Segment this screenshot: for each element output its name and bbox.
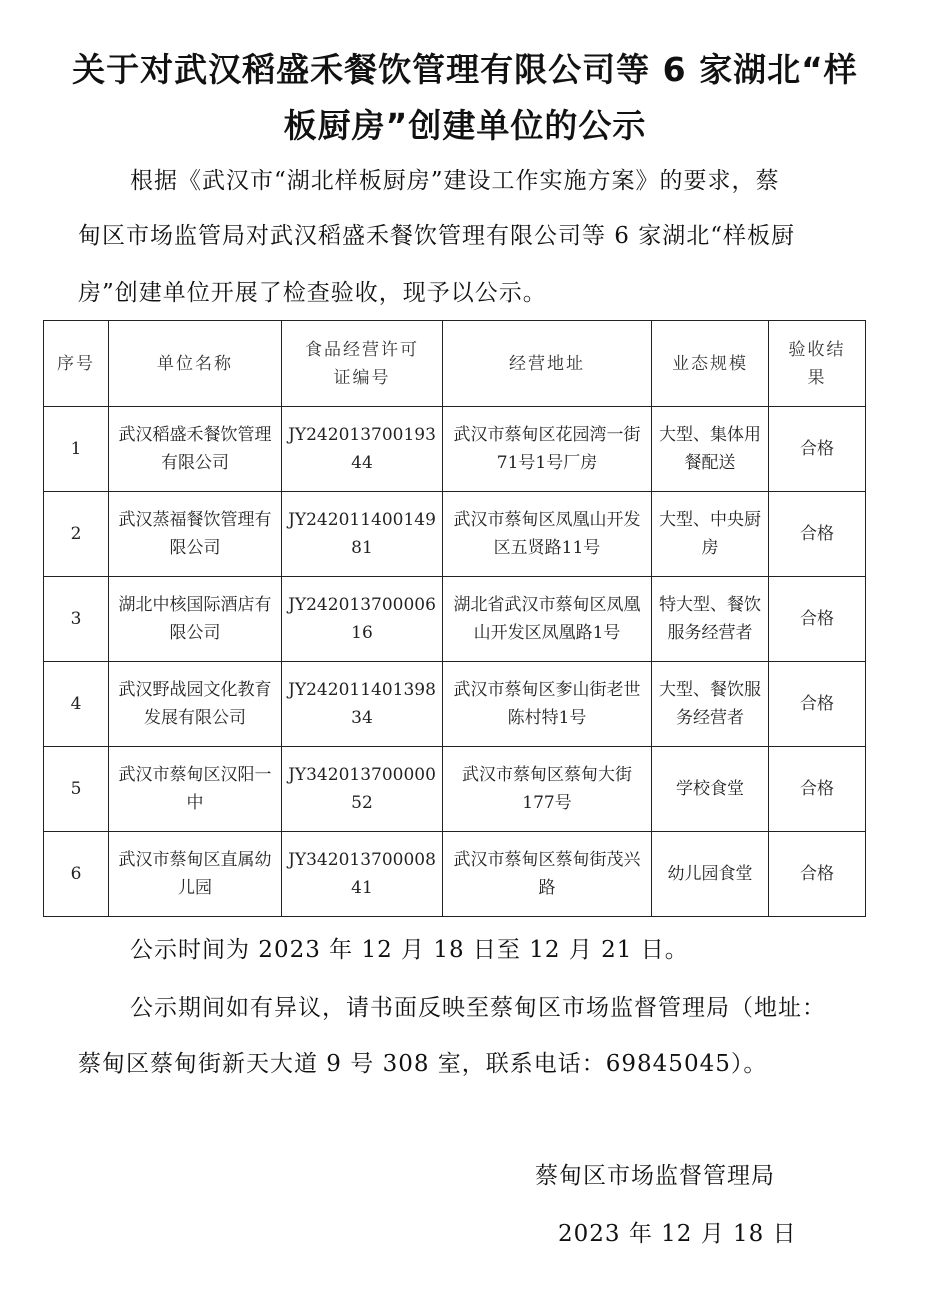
cell-name: 武汉市蔡甸区直属幼儿园 [109, 832, 282, 917]
cell-scale: 大型、中央厨房 [652, 492, 769, 577]
header-license: 食品经营许可证编号 [282, 321, 443, 407]
intro-line-2: 甸区市场监管局对武汉稻盛禾餐饮管理有限公司等 6 家湖北“样板厨 [78, 223, 796, 249]
document-title-line-2: 板厨房”创建单位的公示 [283, 106, 647, 145]
intro-line-1: 根据《武汉市“湖北样板厨房”建设工作实施方案》的要求，蔡 [130, 168, 780, 194]
cell-result: 合格 [769, 832, 866, 917]
cell-license: JY34201370000841 [282, 832, 443, 917]
cell-result: 合格 [769, 407, 866, 492]
signature-org: 蔡甸区市场监督管理局 [535, 1163, 775, 1189]
cell-address: 武汉市蔡甸区蔡甸街茂兴路 [443, 832, 652, 917]
cell-address: 武汉市蔡甸区奓山街老世陈村特1号 [443, 662, 652, 747]
header-address: 经营地址 [443, 321, 652, 407]
signature-date: 2023 年 12 月 18 日 [558, 1221, 797, 1247]
cell-scale: 特大型、餐饮服务经营者 [652, 577, 769, 662]
cell-no: 1 [44, 407, 109, 492]
cell-address: 武汉市蔡甸区凤凰山开发区五贤路11号 [443, 492, 652, 577]
cell-no: 4 [44, 662, 109, 747]
cell-address: 武汉市蔡甸区蔡甸大街177号 [443, 747, 652, 832]
objection-line-2: 蔡甸区蔡甸街新天大道 9 号 308 室，联系电话：69845045）。 [78, 1051, 768, 1077]
table-row [44, 492, 866, 577]
document-title-line-1: 关于对武汉稻盛禾餐饮管理有限公司等 6 家湖北“样 [72, 50, 858, 89]
cell-name: 武汉蒸福餐饮管理有限公司 [109, 492, 282, 577]
table-row [44, 832, 866, 917]
cell-name: 武汉野战园文化教育发展有限公司 [109, 662, 282, 747]
header-name: 单位名称 [109, 321, 282, 407]
cell-name: 武汉稻盛禾餐饮管理有限公司 [109, 407, 282, 492]
cell-address: 武汉市蔡甸区花园湾一街71号1号厂房 [443, 407, 652, 492]
cell-no: 5 [44, 747, 109, 832]
cell-scale: 大型、集体用餐配送 [652, 407, 769, 492]
cell-license: JY24201370000616 [282, 577, 443, 662]
period-line: 公示时间为 2023 年 12 月 18 日至 12 月 21 日。 [130, 937, 689, 963]
cell-result: 合格 [769, 747, 866, 832]
table-row [44, 747, 866, 832]
header-result: 验收结果 [769, 321, 866, 407]
cell-scale: 学校食堂 [652, 747, 769, 832]
cell-name: 武汉市蔡甸区汉阳一中 [109, 747, 282, 832]
table-row [44, 407, 866, 492]
table-header-row [44, 321, 866, 407]
cell-scale: 幼儿园食堂 [652, 832, 769, 917]
cell-name: 湖北中核国际酒店有限公司 [109, 577, 282, 662]
cell-license: JY24201370019344 [282, 407, 443, 492]
header-no: 序号 [44, 321, 109, 407]
cell-scale: 大型、餐饮服务经营者 [652, 662, 769, 747]
cell-license: JY34201370000052 [282, 747, 443, 832]
cell-result: 合格 [769, 577, 866, 662]
table-row [44, 662, 866, 747]
objection-line-1: 公示期间如有异议，请书面反映至蔡甸区市场监督管理局（地址： [130, 995, 826, 1021]
intro-line-3: 房”创建单位开展了检查验收，现予以公示。 [78, 280, 547, 306]
cell-result: 合格 [769, 492, 866, 577]
cell-no: 2 [44, 492, 109, 577]
cell-address: 湖北省武汉市蔡甸区凤凰山开发区凤凰路1号 [443, 577, 652, 662]
cell-license: JY24201140014981 [282, 492, 443, 577]
cell-license: JY24201140139834 [282, 662, 443, 747]
cell-no: 3 [44, 577, 109, 662]
cell-no: 6 [44, 832, 109, 917]
cell-result: 合格 [769, 662, 866, 747]
table-row [44, 577, 866, 662]
header-scale: 业态规模 [652, 321, 769, 407]
inspection-table [43, 320, 866, 917]
